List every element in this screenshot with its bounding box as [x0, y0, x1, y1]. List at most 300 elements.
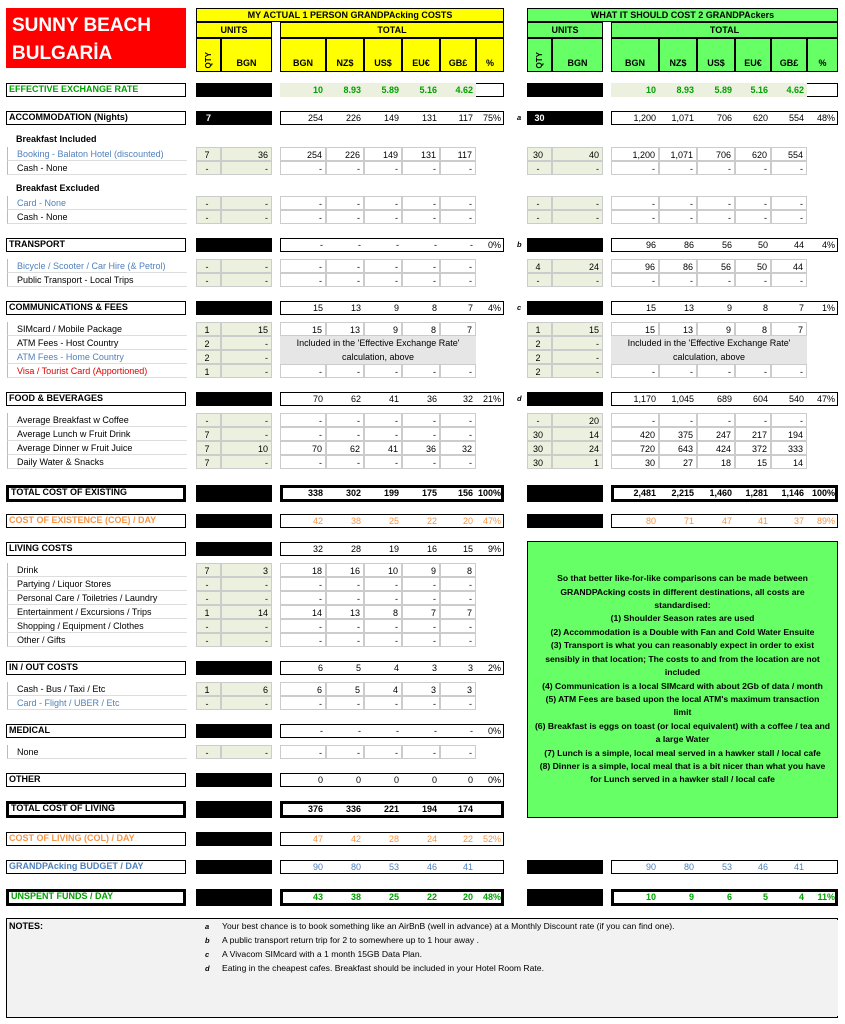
note-letter: a	[205, 922, 210, 931]
actual-gb-cell: -	[440, 364, 476, 378]
actual-pct-cell	[476, 147, 504, 161]
actual-bgn-cell: -	[221, 350, 272, 364]
actual-gb-cell: 156	[457, 488, 473, 498]
actual-eu-cell: -	[402, 577, 440, 591]
standardisation-line: for Lunch served in a hawker stall / local cafe	[590, 774, 775, 785]
actual-us-cell: 41	[388, 394, 399, 404]
actual-total-bgn-cell: 32	[312, 544, 323, 554]
row-label: Breakfast Included	[16, 134, 97, 144]
actual-pct-cell: 9%	[487, 544, 501, 554]
actual-pct-cell	[476, 259, 504, 273]
actual-us-cell: -	[364, 577, 402, 591]
actual-nz-cell: -	[326, 591, 364, 605]
actual-nz-cell: 5	[355, 663, 361, 673]
should-nz-header: NZ$	[659, 38, 697, 72]
actual-nz-cell: -	[326, 455, 364, 469]
actual-gb-cell: -	[440, 210, 476, 224]
actual-gb-cell: -	[440, 633, 476, 647]
actual-pct-cell: 0%	[487, 726, 501, 736]
actual-nz-cell: -	[326, 259, 364, 273]
actual-bgn-cell: 14	[221, 605, 272, 619]
row-label: COMMUNICATIONS & FEES	[6, 301, 186, 315]
actual-bgn-cell: -	[221, 745, 272, 759]
actual-total-header: TOTAL	[280, 22, 504, 38]
actual-pct-cell	[476, 413, 504, 427]
actual-qty-cell	[196, 801, 221, 818]
actual-total-bgn-cell: 14	[280, 605, 326, 619]
should-nz-cell: 1,071	[659, 147, 697, 161]
should-pct-cell	[807, 336, 838, 350]
should-eu-cell: 41	[757, 516, 768, 526]
actual-gb-cell: 7	[440, 322, 476, 336]
actual-nz-cell: 42	[350, 834, 361, 844]
should-pct-cell	[807, 147, 838, 161]
actual-qty-cell: -	[196, 619, 221, 633]
actual-bgn-cell	[221, 542, 272, 556]
should-qty-cell: 4	[527, 259, 552, 273]
should-total-bgn-header: BGN	[611, 38, 659, 72]
row-label: TOTAL COST OF EXISTING	[6, 485, 186, 502]
should-nz-cell: -	[659, 413, 697, 427]
actual-nz-cell: -	[326, 413, 364, 427]
actual-total-bgn-cell: 10	[280, 83, 326, 97]
actual-pct-cell	[476, 860, 504, 874]
actual-pct-cell	[476, 682, 504, 696]
row-label: Breakfast Excluded	[16, 183, 100, 193]
actual-bgn-cell	[221, 773, 272, 787]
actual-qty-cell: -	[196, 210, 221, 224]
actual-bgn-cell: -	[221, 161, 272, 175]
actual-units-header: UNITS	[196, 22, 272, 38]
actual-pct-cell: 4%	[487, 303, 501, 313]
actual-bgn-cell: -	[221, 427, 272, 441]
actual-gb-cell: -	[440, 696, 476, 710]
actual-us-cell: 149	[364, 147, 402, 161]
actual-qty-cell: 7	[196, 441, 221, 455]
row-label: Partying / Liquor Stores	[7, 577, 187, 591]
should-nz-cell: -	[659, 161, 697, 175]
actual-total-bgn-header: BGN	[280, 38, 326, 72]
should-eu-cell: 5	[762, 892, 768, 902]
actual-bgn-cell: -	[221, 591, 272, 605]
row-label: ATM Fees - Home Country	[7, 350, 187, 364]
actual-gb-cell: -	[440, 259, 476, 273]
actual-gb-cell: 117	[458, 113, 473, 123]
should-us-cell: -	[697, 210, 735, 224]
actual-nz-cell: 62	[326, 441, 364, 455]
should-us-cell: -	[697, 413, 735, 427]
actual-us-cell: 19	[388, 544, 399, 554]
should-eu-cell: -	[735, 161, 771, 175]
actual-nz-cell: 13	[326, 322, 364, 336]
should-total-bgn-cell: 96	[645, 240, 656, 250]
should-us-cell: 1,460	[709, 488, 732, 498]
actual-qty-cell	[196, 83, 221, 97]
should-qty-cell: 30	[527, 455, 552, 469]
row-label: Personal Care / Toiletries / Laundry	[7, 591, 187, 605]
actual-gb-cell: 32	[440, 441, 476, 455]
actual-total-bgn-cell: -	[280, 161, 326, 175]
should-qty-cell	[527, 485, 552, 502]
actual-nz-cell: -	[358, 240, 361, 250]
actual-bgn-cell: -	[221, 259, 272, 273]
should-us-cell: 706	[716, 113, 732, 123]
should-pct-cell	[807, 161, 838, 175]
actual-total-bgn-cell: -	[320, 240, 323, 250]
actual-pct-cell	[476, 633, 504, 647]
should-bgn-cell: -	[552, 210, 603, 224]
should-eu-cell: -	[735, 364, 771, 378]
should-total-bgn-cell: 96	[611, 259, 659, 273]
actual-gb-cell: 20	[462, 892, 473, 902]
note-text: Eating in the cheapest cafes. Breakfast should be included in your Hotel Room Rate.	[222, 963, 544, 973]
title-line1: SUNNY BEACH	[12, 15, 152, 36]
actual-gb-cell: -	[440, 577, 476, 591]
actual-gb-cell: -	[440, 745, 476, 759]
actual-eu-cell: -	[434, 726, 437, 736]
row-label: None	[7, 745, 187, 759]
actual-gb-cell: 117	[440, 147, 476, 161]
should-total-bgn-cell: 15	[645, 303, 656, 313]
actual-bgn-cell	[221, 724, 272, 738]
row-label: Average Lunch w Fruit Drink	[7, 427, 187, 441]
actual-qty-cell: -	[196, 577, 221, 591]
should-nz-cell: -	[659, 273, 697, 287]
should-eu-cell: 620	[752, 113, 768, 123]
actual-qty-cell: -	[196, 161, 221, 175]
actual-nz-cell: 16	[326, 563, 364, 577]
row-label: TOTAL COST OF LIVING	[6, 801, 186, 818]
should-total-bgn-cell: 1,200	[633, 113, 656, 123]
actual-qty-cell: -	[196, 633, 221, 647]
should-bgn-cell	[552, 514, 603, 528]
actual-nz-cell: 28	[350, 544, 361, 554]
should-us-cell: -	[697, 196, 735, 210]
should-bgn-cell: 15	[552, 322, 603, 336]
should-bgn-cell: 24	[552, 259, 603, 273]
actual-eu-cell: -	[402, 161, 440, 175]
should-bgn-cell	[552, 238, 603, 252]
actual-eu-cell: 8	[402, 322, 440, 336]
actual-qty-cell	[196, 542, 221, 556]
actual-gb-cell: 15	[462, 544, 473, 554]
should-total-bgn-cell: -	[611, 161, 659, 175]
should-bgn-cell	[552, 485, 603, 502]
actual-gb-cell: -	[440, 455, 476, 469]
row-label: Other / Gifts	[7, 633, 187, 647]
actual-eu-cell: -	[434, 240, 437, 250]
actual-pct-cell	[476, 322, 504, 336]
actual-bgn-cell: -	[221, 633, 272, 647]
title-line2: BULGARİA	[12, 43, 113, 64]
should-eu-cell: -	[735, 273, 771, 287]
actual-bgn-cell	[221, 860, 272, 874]
actual-gb-cell: 41	[462, 862, 473, 872]
actual-us-cell: 8	[364, 605, 402, 619]
actual-us-cell: -	[364, 196, 402, 210]
should-pct-cell: 4%	[821, 240, 835, 250]
actual-total-bgn-cell: -	[280, 427, 326, 441]
actual-bgn-cell: -	[221, 619, 272, 633]
row-label: Public Transport - Local Trips	[7, 273, 187, 287]
should-eu-cell: 15	[735, 455, 771, 469]
should-pct-cell	[807, 322, 838, 336]
should-qty-cell: -	[527, 273, 552, 287]
actual-pct-cell	[476, 364, 504, 378]
actual-nz-cell: 226	[345, 113, 361, 123]
actual-bgn-cell	[221, 83, 272, 97]
actual-pct-cell	[476, 801, 504, 818]
should-pct-cell	[807, 83, 838, 97]
row-note-letter: b	[517, 240, 522, 249]
actual-qty-cell: 1	[196, 605, 221, 619]
should-gb-cell: 194	[771, 427, 807, 441]
should-gb-cell: 4	[798, 892, 804, 902]
actual-total-bgn-cell: 15	[312, 303, 323, 313]
should-total-bgn-cell: 1,170	[633, 394, 656, 404]
actual-bgn-cell: -	[221, 696, 272, 710]
actual-pct-cell	[476, 83, 504, 97]
row-label: Bicycle / Scooter / Car Hire (& Petrol)	[7, 259, 187, 273]
actual-total-bgn-cell: -	[280, 259, 326, 273]
should-eu-header: EU€	[735, 38, 771, 72]
standardisation-line: a large Water	[655, 734, 710, 745]
actual-pct-cell: 0%	[487, 775, 501, 785]
should-gb-cell: -	[771, 196, 807, 210]
should-us-cell: 56	[721, 240, 732, 250]
should-gb-cell: 554	[788, 113, 804, 123]
actual-qty-cell: -	[196, 745, 221, 759]
should-eu-cell: 46	[757, 862, 768, 872]
actual-bgn-cell	[221, 889, 272, 906]
actual-qty-cell: 7	[196, 563, 221, 577]
actual-bgn-cell: -	[221, 455, 272, 469]
should-nz-cell: 80	[683, 862, 694, 872]
row-label: ATM Fees - Host Country	[7, 336, 187, 350]
actual-nz-cell: -	[326, 619, 364, 633]
should-qty-cell: -	[527, 196, 552, 210]
should-qty-cell: 1	[527, 322, 552, 336]
actual-qty-cell: 7	[205, 113, 211, 123]
should-total-bgn-cell: -	[611, 196, 659, 210]
actual-total-bgn-cell: -	[280, 745, 326, 759]
actual-bgn-cell: -	[221, 364, 272, 378]
actual-us-cell: -	[364, 161, 402, 175]
should-qty-cell	[527, 392, 552, 406]
standardisation-line: (4) Communication is a local SIMcard with about 2Gb of data / month	[542, 680, 823, 691]
actual-us-header: US$	[364, 38, 402, 72]
actual-nz-cell: -	[326, 210, 364, 224]
actual-nz-cell: -	[326, 364, 364, 378]
should-bgn-cell: -	[552, 336, 603, 350]
should-units-header: UNITS	[527, 22, 603, 38]
should-pct-cell	[807, 441, 838, 455]
should-qty-cell: 30	[527, 147, 552, 161]
actual-us-cell: -	[364, 210, 402, 224]
actual-pct-cell	[476, 745, 504, 759]
actual-total-bgn-cell: 6	[280, 682, 326, 696]
actual-total-bgn-cell: -	[280, 196, 326, 210]
standardisation-line: (1) Shoulder Season rates are used	[610, 613, 755, 624]
actual-us-cell: -	[364, 273, 402, 287]
actual-eu-cell: 131	[421, 113, 437, 123]
actual-gb-cell: -	[440, 196, 476, 210]
actual-eu-cell: 194	[421, 804, 437, 814]
actual-bgn-cell	[221, 485, 272, 502]
actual-total-bgn-cell: 0	[317, 775, 323, 785]
actual-pct-cell: 21%	[482, 394, 501, 404]
standardisation-line: limit	[673, 707, 692, 718]
should-bgn-cell: 24	[552, 441, 603, 455]
actual-bgn-cell: 15	[221, 322, 272, 336]
actual-us-cell: 28	[388, 834, 399, 844]
actual-bgn-cell	[221, 801, 272, 818]
should-us-header: US$	[697, 38, 735, 72]
actual-total-bgn-cell: 42	[312, 516, 323, 526]
actual-pct-cell	[476, 441, 504, 455]
should-us-cell: 424	[697, 441, 735, 455]
actual-gb-cell: 20	[462, 516, 473, 526]
actual-eu-cell: -	[402, 633, 440, 647]
should-bgn-cell: -	[552, 161, 603, 175]
actual-bgn-cell: -	[221, 210, 272, 224]
actual-bgn-cell: -	[221, 577, 272, 591]
actual-qty-cell: 1	[196, 682, 221, 696]
actual-bgn-cell	[221, 514, 272, 528]
actual-eu-cell: -	[402, 427, 440, 441]
should-pct-cell	[807, 427, 838, 441]
actual-total-bgn-cell: 15	[280, 322, 326, 336]
actual-gb-cell: -	[440, 619, 476, 633]
should-pct-cell: 89%	[816, 516, 835, 526]
should-qty-cell	[527, 860, 552, 874]
actual-nz-cell: 62	[350, 394, 361, 404]
actual-qty-cell: 2	[196, 336, 221, 350]
should-gb-cell: 540	[788, 394, 804, 404]
actual-us-cell: 221	[383, 804, 399, 814]
actual-bgn-cell: -	[221, 336, 272, 350]
actual-gb-cell: -	[440, 427, 476, 441]
actual-eu-cell: 131	[402, 147, 440, 161]
actual-eu-cell: 16	[426, 544, 437, 554]
actual-us-cell: 199	[383, 488, 399, 498]
actual-eu-cell: 24	[426, 834, 437, 844]
actual-qty-cell	[196, 392, 221, 406]
row-label: MEDICAL	[6, 724, 186, 738]
actual-total-bgn-cell: 338	[307, 488, 323, 498]
merged-note-line1: Included in the 'Effective Exchange Rate'	[627, 338, 791, 348]
actual-pct-cell	[476, 563, 504, 577]
row-label: COST OF EXISTENCE (COE) / DAY	[6, 514, 186, 528]
should-pct-cell: 11%	[817, 892, 835, 902]
actual-us-cell: -	[396, 240, 399, 250]
row-label: IN / OUT COSTS	[6, 661, 186, 675]
should-gb-cell: -	[771, 413, 807, 427]
actual-qty-cell	[196, 889, 221, 906]
actual-total-bgn-cell: 376	[307, 804, 323, 814]
should-qty-cell	[527, 889, 552, 906]
actual-total-bgn-cell: -	[280, 413, 326, 427]
actual-gb-cell: 3	[467, 663, 473, 673]
should-qty-cell	[527, 514, 552, 528]
actual-total-bgn-cell: -	[280, 210, 326, 224]
actual-us-cell: -	[364, 591, 402, 605]
actual-us-cell: 9	[393, 303, 399, 313]
actual-bgn-cell	[221, 392, 272, 406]
row-label: OTHER	[6, 773, 186, 787]
actual-total-bgn-cell: 43	[312, 892, 323, 902]
should-gb-cell: -	[771, 364, 807, 378]
should-bgn-cell: 1	[552, 455, 603, 469]
note-letter: c	[205, 950, 210, 959]
should-bgn-cell: 20	[552, 413, 603, 427]
actual-eu-cell: -	[402, 745, 440, 759]
should-qty-cell: 2	[527, 336, 552, 350]
actual-nz-cell: 226	[326, 147, 364, 161]
should-qty-cell	[527, 301, 552, 315]
actual-qty-cell	[196, 860, 221, 874]
actual-bgn-cell	[221, 661, 272, 675]
should-us-cell: 56	[697, 259, 735, 273]
row-label: Drink	[7, 563, 187, 577]
merged-note-line2: calculation, above	[672, 352, 746, 362]
actual-us-cell: -	[364, 427, 402, 441]
actual-pct-cell	[476, 161, 504, 175]
should-us-cell: -	[697, 161, 735, 175]
standardisation-text	[535, 572, 830, 787]
actual-total-bgn-cell: -	[280, 633, 326, 647]
actual-qty-cell	[196, 661, 221, 675]
actual-total-bgn-cell: -	[320, 726, 323, 736]
actual-us-cell: 4	[393, 663, 399, 673]
standardisation-note-box	[527, 541, 838, 818]
should-pct-cell: 100%	[811, 488, 835, 498]
actual-qty-cell: 7	[196, 147, 221, 161]
should-bgn-cell	[552, 889, 603, 906]
actual-qty-cell	[196, 832, 221, 846]
should-eu-cell: 604	[752, 394, 768, 404]
actual-pct-cell	[476, 696, 504, 710]
actual-qty-cell	[196, 514, 221, 528]
row-note-letter: a	[517, 113, 522, 122]
actual-qty-cell: -	[196, 259, 221, 273]
row-label: Average Breakfast w Coffee	[7, 413, 187, 427]
actual-nz-cell: -	[326, 273, 364, 287]
actual-eu-cell: 8	[431, 303, 437, 313]
actual-gb-cell: -	[440, 273, 476, 287]
actual-total-bgn-cell: 18	[280, 563, 326, 577]
should-eu-cell: -	[735, 210, 771, 224]
actual-total-bgn-cell: -	[280, 364, 326, 378]
notes-label: NOTES:	[9, 921, 44, 931]
should-nz-cell: 71	[683, 516, 694, 526]
should-bgn-cell: -	[552, 350, 603, 364]
should-gb-cell: 37	[793, 516, 804, 526]
should-total-bgn-cell: -	[611, 273, 659, 287]
actual-us-cell: -	[364, 619, 402, 633]
row-label: Visa / Tourist Card (Apportioned)	[7, 364, 187, 378]
should-gb-cell: -	[771, 210, 807, 224]
row-label: UNSPENT FUNDS / DAY	[6, 889, 186, 906]
actual-nz-cell: 13	[326, 605, 364, 619]
actual-us-cell: 149	[383, 113, 399, 123]
actual-bgn-cell: 36	[221, 147, 272, 161]
actual-us-cell: -	[364, 259, 402, 273]
should-total-bgn-cell: 10	[611, 83, 659, 97]
actual-us-cell: -	[364, 364, 402, 378]
actual-bgn-cell	[221, 832, 272, 846]
row-label: Cash - None	[7, 161, 187, 175]
